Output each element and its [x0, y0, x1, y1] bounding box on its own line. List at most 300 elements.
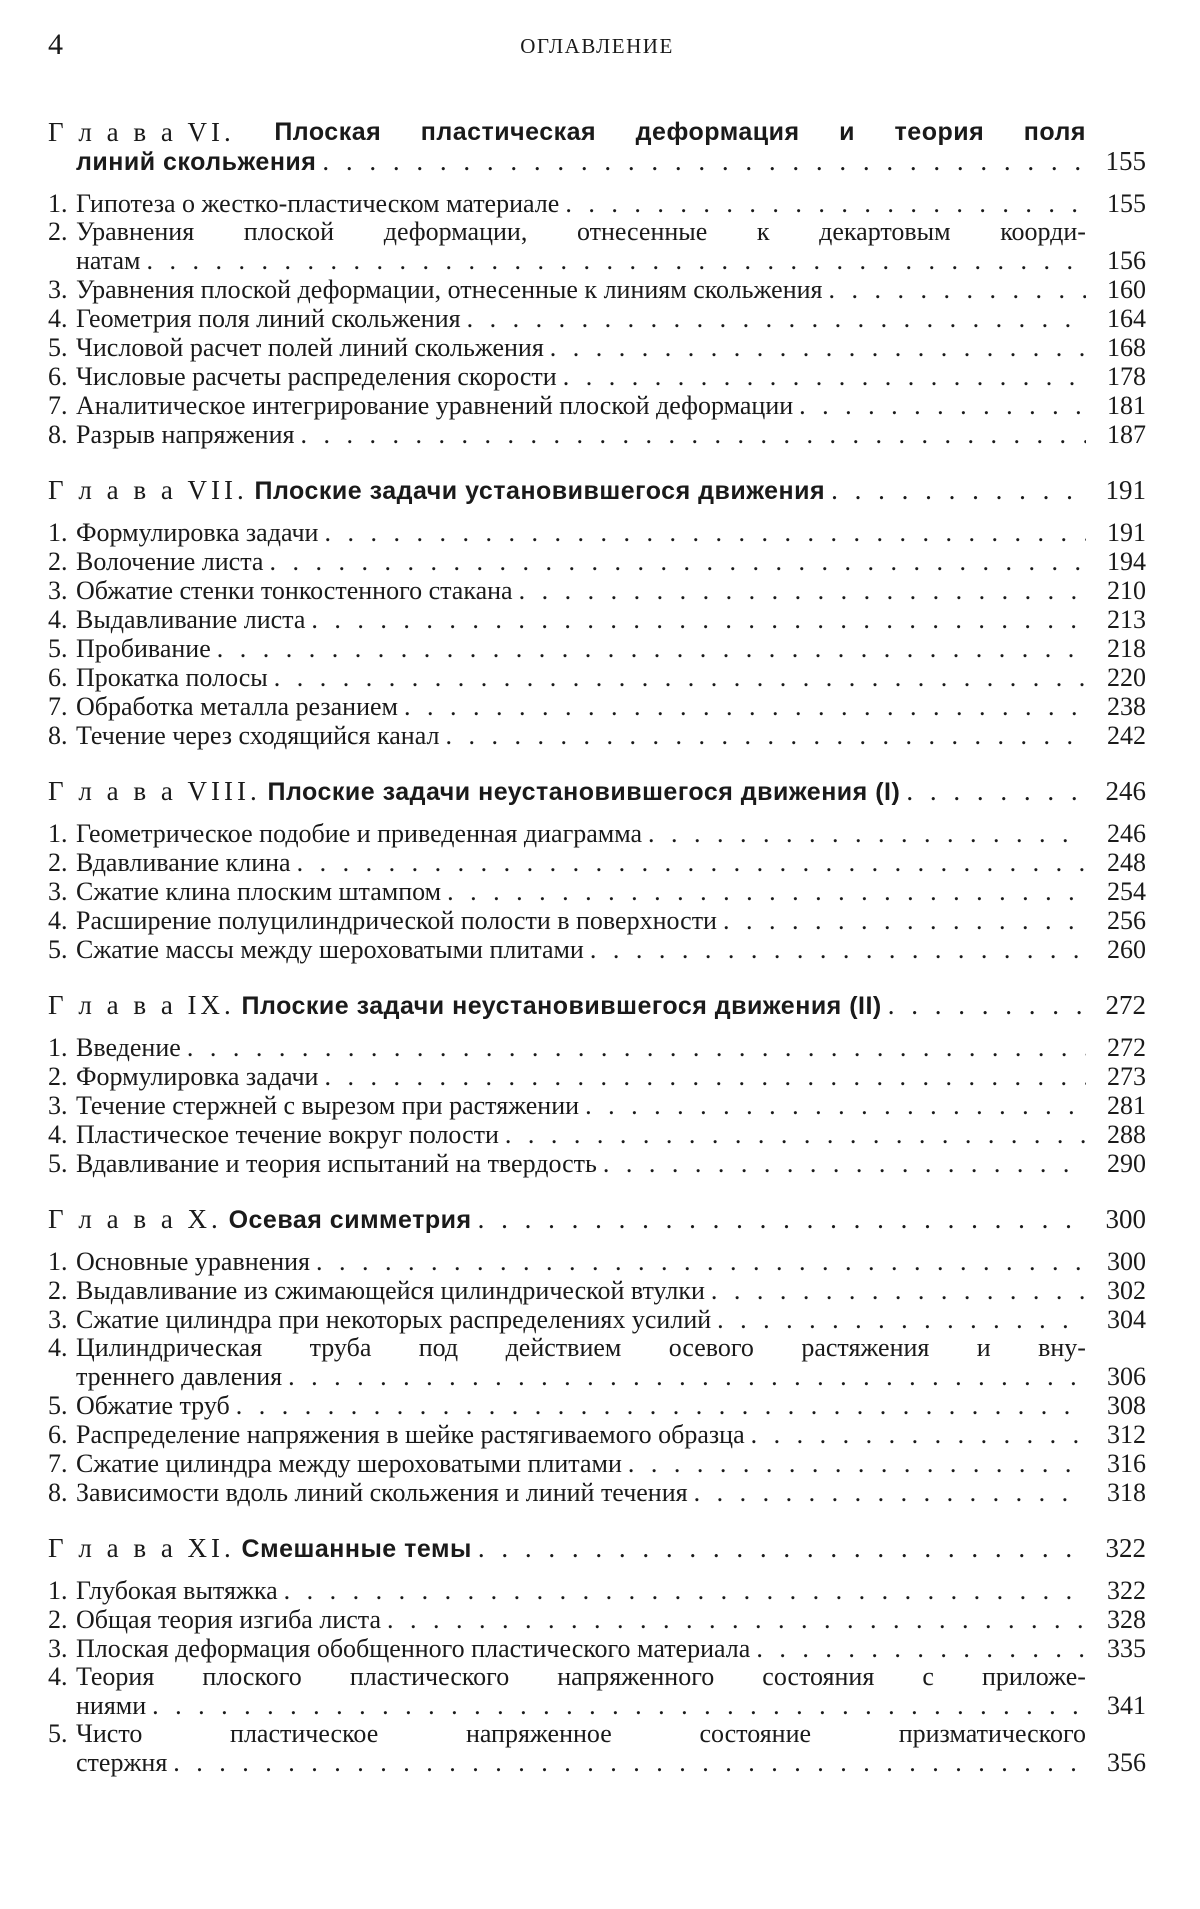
section-entry [48, 518, 1146, 547]
section-title: Расширение полуцилиндрической полости в поверхности [76, 906, 717, 935]
section-word: труба [309, 1333, 372, 1362]
section-title: Введение [76, 1033, 181, 1062]
dot-leader [311, 605, 1086, 634]
section-word: напряженного [557, 1662, 715, 1691]
section-number: 3. [48, 877, 68, 906]
section-title: Разрыв напряжения [76, 420, 295, 449]
section-text-group [48, 692, 398, 721]
section-entry [48, 1449, 1146, 1478]
section-title: Прокатка полосы [76, 663, 268, 692]
section-last-line [48, 1691, 1146, 1720]
section-page: 288 [1107, 1120, 1146, 1149]
section-word: декартовым [819, 217, 951, 246]
section-page: 213 [1107, 605, 1146, 634]
dot-leader [828, 275, 1086, 304]
section-number: 4. [48, 1333, 68, 1362]
section-line [48, 576, 1146, 605]
section-number: 2. [48, 217, 68, 246]
section-line [48, 391, 1146, 420]
section-first-line [48, 1663, 1146, 1691]
dot-leader [505, 1120, 1086, 1149]
section-line [48, 1305, 1146, 1334]
section-line [48, 547, 1146, 576]
section-word: приложе- [981, 1662, 1086, 1691]
chapter-block [48, 1533, 1146, 1777]
dot-leader [152, 1691, 1086, 1720]
section-word: к [756, 217, 770, 246]
section-line [48, 877, 1146, 906]
section-text-group [48, 189, 559, 218]
section-title: стержня [76, 1748, 168, 1777]
section-word: под [418, 1333, 459, 1362]
section-text-group [48, 1420, 745, 1449]
section-line [48, 1120, 1146, 1149]
dot-leader [467, 304, 1086, 333]
dot-leader [274, 663, 1086, 692]
section-page: 290 [1107, 1149, 1146, 1178]
section-line [48, 304, 1146, 333]
section-text-group [48, 1149, 597, 1178]
section-number: 5. [48, 1719, 68, 1748]
chapter-page: 272 [1105, 990, 1146, 1020]
chapter-page: 155 [1105, 146, 1146, 176]
chapter-title-word: поля [1023, 118, 1086, 146]
section-page: 254 [1107, 877, 1146, 906]
section-entry [48, 1247, 1146, 1276]
section-multiline [48, 1720, 1146, 1777]
section-number: 1. [48, 189, 68, 218]
section-word: Уравнения [76, 217, 195, 246]
section-entry [48, 906, 1146, 935]
section-entry [48, 1478, 1146, 1507]
chapter-title: Плоские задачи неустановившегося движения (II) [241, 992, 882, 1020]
section-text-group [48, 605, 305, 634]
section-first-line [48, 1720, 1146, 1748]
section-text-group [48, 391, 793, 420]
dot-leader [585, 1091, 1086, 1120]
section-word: растяжения [801, 1333, 930, 1362]
section-title: Распределение напряжения в шейке растягиваемого образца [76, 1420, 745, 1449]
section-number: 4. [48, 1662, 68, 1691]
section-list [48, 189, 1146, 449]
section-line [48, 1062, 1146, 1091]
section-page: 181 [1107, 391, 1146, 420]
dot-leader [711, 1276, 1086, 1305]
section-page: 191 [1107, 518, 1146, 547]
section-title: ниями [76, 1691, 147, 1720]
chapter-title: Осевая симметрия [228, 1206, 472, 1234]
section-title: Геометрическое подобие и приведенная диаграмма [76, 819, 643, 848]
section-entry [48, 605, 1146, 634]
section-line [48, 605, 1146, 634]
section-entry [48, 634, 1146, 663]
section-line [48, 935, 1146, 964]
section-page: 302 [1107, 1276, 1146, 1305]
section-word: состояния [762, 1662, 875, 1691]
section-page: 164 [1107, 304, 1146, 333]
section-entry [48, 1605, 1146, 1634]
section-number: 6. [48, 362, 68, 391]
chapter-page: 300 [1105, 1204, 1146, 1234]
dot-leader [563, 362, 1086, 391]
chapter-title: Плоские задачи установившегося движения [254, 477, 826, 505]
section-number: 6. [48, 1420, 68, 1449]
dot-leader [519, 576, 1086, 605]
dot-leader [478, 1533, 1086, 1563]
section-first-word-group [48, 1334, 262, 1362]
section-line [48, 275, 1146, 304]
section-last-line [48, 246, 1146, 275]
section-line [48, 721, 1146, 750]
chapter-label: Г л а в а X. [48, 1204, 222, 1234]
chapter-title-word: теория [894, 118, 985, 146]
section-entry [48, 420, 1146, 449]
section-page: 218 [1107, 634, 1146, 663]
chapter-label: Г л а в а IX. [48, 990, 235, 1020]
section-title: Выдавливание из сжимающейся цилиндрической втулки [76, 1276, 705, 1305]
section-multiline [48, 1663, 1146, 1720]
section-entry [48, 275, 1146, 304]
section-line [48, 906, 1146, 935]
section-entry [48, 1663, 1146, 1720]
section-line [48, 1634, 1146, 1663]
section-entry [48, 721, 1146, 750]
section-entry [48, 692, 1146, 721]
section-word: и [976, 1333, 991, 1362]
dot-leader [387, 1605, 1086, 1634]
section-entry [48, 1391, 1146, 1420]
dot-leader [565, 189, 1086, 218]
section-word: пластического [349, 1662, 510, 1691]
dot-leader [550, 333, 1086, 362]
chapter-heading [48, 475, 1146, 506]
chapter-label: Г л а в а XI. [48, 1533, 235, 1563]
chapter-title-word: и [839, 118, 856, 146]
section-number: 1. [48, 1247, 68, 1276]
section-entry [48, 333, 1146, 362]
section-title: Общая теория изгиба листа [76, 1605, 381, 1634]
section-page: 356 [1107, 1748, 1146, 1777]
section-entry [48, 1276, 1146, 1305]
section-page: 322 [1107, 1576, 1146, 1605]
section-entry [48, 1091, 1146, 1120]
chapter-title-multiline [48, 118, 1146, 177]
section-title: Основные уравнения [76, 1247, 310, 1276]
section-text-group [48, 547, 263, 576]
section-number: 1. [48, 1033, 68, 1062]
section-text-group [48, 1247, 310, 1276]
chapter-title-word: деформация [635, 118, 800, 146]
section-title: Обработка металла резанием [76, 692, 398, 721]
section-entry [48, 1420, 1146, 1449]
section-line [48, 848, 1146, 877]
section-number: 7. [48, 692, 68, 721]
section-word: Чисто [76, 1719, 143, 1748]
section-last-line [48, 1748, 1146, 1777]
chapter-title: Смешанные темы [241, 1535, 472, 1563]
section-word: плоской [243, 217, 335, 246]
section-number: 5. [48, 333, 68, 362]
section-word: коорди- [1000, 217, 1086, 246]
dot-leader [831, 475, 1086, 505]
dot-leader [404, 692, 1086, 721]
section-list [48, 1247, 1146, 1507]
section-page: 335 [1107, 1634, 1146, 1663]
section-title: Гипотеза о жестко-пластическом материале [76, 189, 560, 218]
section-number: 5. [48, 1391, 68, 1420]
section-number: 2. [48, 1276, 68, 1305]
section-page: 312 [1107, 1420, 1146, 1449]
section-number: 7. [48, 1449, 68, 1478]
section-title: Числовые расчеты распределения скорости [76, 362, 557, 391]
section-page: 242 [1107, 721, 1146, 750]
section-line [48, 819, 1146, 848]
chapter-title-group [48, 475, 825, 506]
section-page: 194 [1107, 547, 1146, 576]
section-number: 3. [48, 275, 68, 304]
dot-leader [906, 776, 1086, 806]
section-text-group [48, 935, 584, 964]
section-title: Плоская деформация обобщенного пластического материала [76, 1634, 751, 1663]
dot-leader [284, 1576, 1086, 1605]
section-word: осевого [668, 1333, 754, 1362]
section-text-group [48, 634, 211, 663]
section-text-group [48, 518, 318, 547]
section-line [48, 189, 1146, 218]
section-line [48, 1091, 1146, 1120]
chapter-block [48, 776, 1146, 964]
section-text-group [48, 420, 294, 449]
chapter-block [48, 475, 1146, 750]
section-page: 328 [1107, 1605, 1146, 1634]
section-text-group [48, 362, 557, 391]
section-title: Аналитическое интегрирование уравнений плоской деформации [76, 391, 794, 420]
section-number: 7. [48, 391, 68, 420]
dot-leader [717, 1305, 1086, 1334]
section-text-group [48, 848, 291, 877]
section-title: Вдавливание и теория испытаний на твердость [76, 1149, 597, 1178]
section-title: Вдавливание клина [76, 848, 291, 877]
section-title: Глубокая вытяжка [76, 1576, 278, 1605]
section-text-group [48, 304, 461, 333]
section-entry [48, 1334, 1146, 1391]
section-line [48, 692, 1146, 721]
section-text-group [48, 333, 544, 362]
section-page: 220 [1107, 663, 1146, 692]
section-word: напряженное [465, 1719, 612, 1748]
section-text-group [48, 906, 717, 935]
section-title: Сжатие цилиндра при некоторых распределениях усилий [76, 1305, 712, 1334]
section-title: Волочение листа [76, 547, 264, 576]
section-text-group [48, 1120, 499, 1149]
section-text-group [48, 1478, 688, 1507]
section-page: 300 [1107, 1247, 1146, 1276]
section-text-group [48, 275, 822, 304]
chapter-heading [48, 1533, 1146, 1564]
section-entry [48, 877, 1146, 906]
section-number: 3. [48, 1634, 68, 1663]
section-title: Течение стержней с вырезом при растяжении [76, 1091, 580, 1120]
section-title: Сжатие массы между шероховатыми плитами [76, 935, 584, 964]
section-text-group [48, 1605, 381, 1634]
section-entry [48, 1305, 1146, 1334]
dot-leader [628, 1449, 1086, 1478]
section-list [48, 1033, 1146, 1178]
section-title: Обжатие труб [76, 1391, 230, 1420]
section-title: Сжатие цилиндра между шероховатыми плитами [76, 1449, 622, 1478]
chapter-title-line [48, 990, 1146, 1021]
section-page: 318 [1107, 1478, 1146, 1507]
section-page: 178 [1107, 362, 1146, 391]
section-text-group [48, 1091, 579, 1120]
dot-leader [324, 518, 1086, 547]
section-entry [48, 819, 1146, 848]
section-line [48, 634, 1146, 663]
section-multiline [48, 218, 1146, 275]
chapter-title-group [48, 1533, 472, 1564]
section-page: 187 [1107, 420, 1146, 449]
section-number: 1. [48, 819, 68, 848]
section-title: Геометрия поля линий скольжения [76, 304, 461, 333]
section-number: 2. [48, 1062, 68, 1091]
section-number: 8. [48, 420, 68, 449]
section-word: деформации, [383, 217, 528, 246]
section-page: 210 [1107, 576, 1146, 605]
dot-leader [269, 547, 1086, 576]
section-number: 5. [48, 935, 68, 964]
section-line [48, 1149, 1146, 1178]
section-word: состояние [699, 1719, 812, 1748]
section-entry [48, 935, 1146, 964]
section-line [48, 420, 1146, 449]
section-line [48, 1391, 1146, 1420]
section-line [48, 663, 1146, 692]
dot-leader [723, 906, 1086, 935]
section-page: 256 [1107, 906, 1146, 935]
section-text-group [48, 576, 513, 605]
section-line [48, 1276, 1146, 1305]
running-head [48, 28, 1146, 68]
dot-leader [888, 990, 1086, 1020]
section-number: 5. [48, 1149, 68, 1178]
section-number: 3. [48, 1091, 68, 1120]
page-number: 4 [48, 28, 63, 61]
section-title: Сжатие клина плоским штампом [76, 877, 442, 906]
chapter-heading [48, 776, 1146, 807]
section-entry [48, 362, 1146, 391]
section-number: 1. [48, 1576, 68, 1605]
section-number: 4. [48, 304, 68, 333]
section-entry [48, 1576, 1146, 1605]
section-page: 281 [1107, 1091, 1146, 1120]
section-entry [48, 189, 1146, 218]
section-page: 160 [1107, 275, 1146, 304]
section-text-group [48, 1062, 318, 1091]
section-number: 8. [48, 1478, 68, 1507]
chapter-page: 322 [1105, 1533, 1146, 1563]
section-text-group [48, 819, 642, 848]
section-text-group [48, 877, 441, 906]
section-page: 260 [1107, 935, 1146, 964]
chapter-heading [48, 990, 1146, 1021]
section-number: 4. [48, 906, 68, 935]
section-number: 2. [48, 547, 68, 576]
section-line [48, 1576, 1146, 1605]
section-page: 248 [1107, 848, 1146, 877]
dot-leader [187, 1033, 1086, 1062]
chapter-page: 246 [1105, 776, 1146, 806]
chapter-label: Г л а в а VIII. [48, 776, 261, 806]
section-text-group [48, 1305, 711, 1334]
chapter-title: Плоские задачи неустановившегося движения (I) [267, 778, 901, 806]
chapter-title-line [48, 475, 1146, 506]
section-title: Обжатие стенки тонкостенного стакана [76, 576, 513, 605]
section-word: Цилиндрическая [76, 1333, 263, 1362]
chapter-block [48, 118, 1146, 449]
dot-leader [756, 1634, 1086, 1663]
section-text-group [48, 1576, 278, 1605]
chapter-title-line [48, 776, 1146, 807]
section-title: Течение через сходящийся канал [76, 721, 440, 750]
section-line [48, 362, 1146, 391]
chapter-page: 191 [1105, 475, 1146, 505]
section-word: с [922, 1662, 934, 1691]
section-word: отнесенные [576, 217, 708, 246]
dot-leader [590, 935, 1086, 964]
section-line [48, 333, 1146, 362]
section-number: 2. [48, 848, 68, 877]
chapter-title-group [48, 990, 882, 1021]
section-word: действием [505, 1333, 622, 1362]
section-number: 2. [48, 1605, 68, 1634]
section-text-group [48, 1276, 705, 1305]
dot-leader [799, 391, 1086, 420]
dot-leader [324, 1062, 1086, 1091]
section-number: 6. [48, 663, 68, 692]
section-page: 246 [1107, 819, 1146, 848]
section-title: Формулировка задачи [76, 518, 319, 547]
section-list [48, 819, 1146, 964]
section-number: 5. [48, 634, 68, 663]
dot-leader [236, 1391, 1086, 1420]
section-page: 168 [1107, 333, 1146, 362]
dot-leader [447, 877, 1086, 906]
section-entry [48, 391, 1146, 420]
section-line [48, 1605, 1146, 1634]
section-last-line [48, 1362, 1146, 1391]
section-title: натам [76, 246, 141, 275]
section-entry [48, 218, 1146, 275]
section-number: 1. [48, 518, 68, 547]
section-word: плоского [202, 1662, 302, 1691]
section-title: Зависимости вдоль линий скольжения и линий течения [76, 1478, 688, 1507]
chapter-title-line [48, 1204, 1146, 1235]
section-page: 272 [1107, 1033, 1146, 1062]
document-page [48, 28, 1146, 1803]
section-multiline [48, 1334, 1146, 1391]
dot-leader [300, 420, 1086, 449]
section-page: 273 [1107, 1062, 1146, 1091]
chapter-title-first-line [48, 118, 1146, 146]
dot-leader [445, 721, 1086, 750]
section-line [48, 518, 1146, 547]
section-entry [48, 547, 1146, 576]
chapter-title-group [48, 776, 900, 807]
section-title: Пластическое течение вокруг полости [76, 1120, 499, 1149]
section-number: 3. [48, 1305, 68, 1334]
section-page: 306 [1107, 1362, 1146, 1391]
section-word: Теория [76, 1662, 155, 1691]
